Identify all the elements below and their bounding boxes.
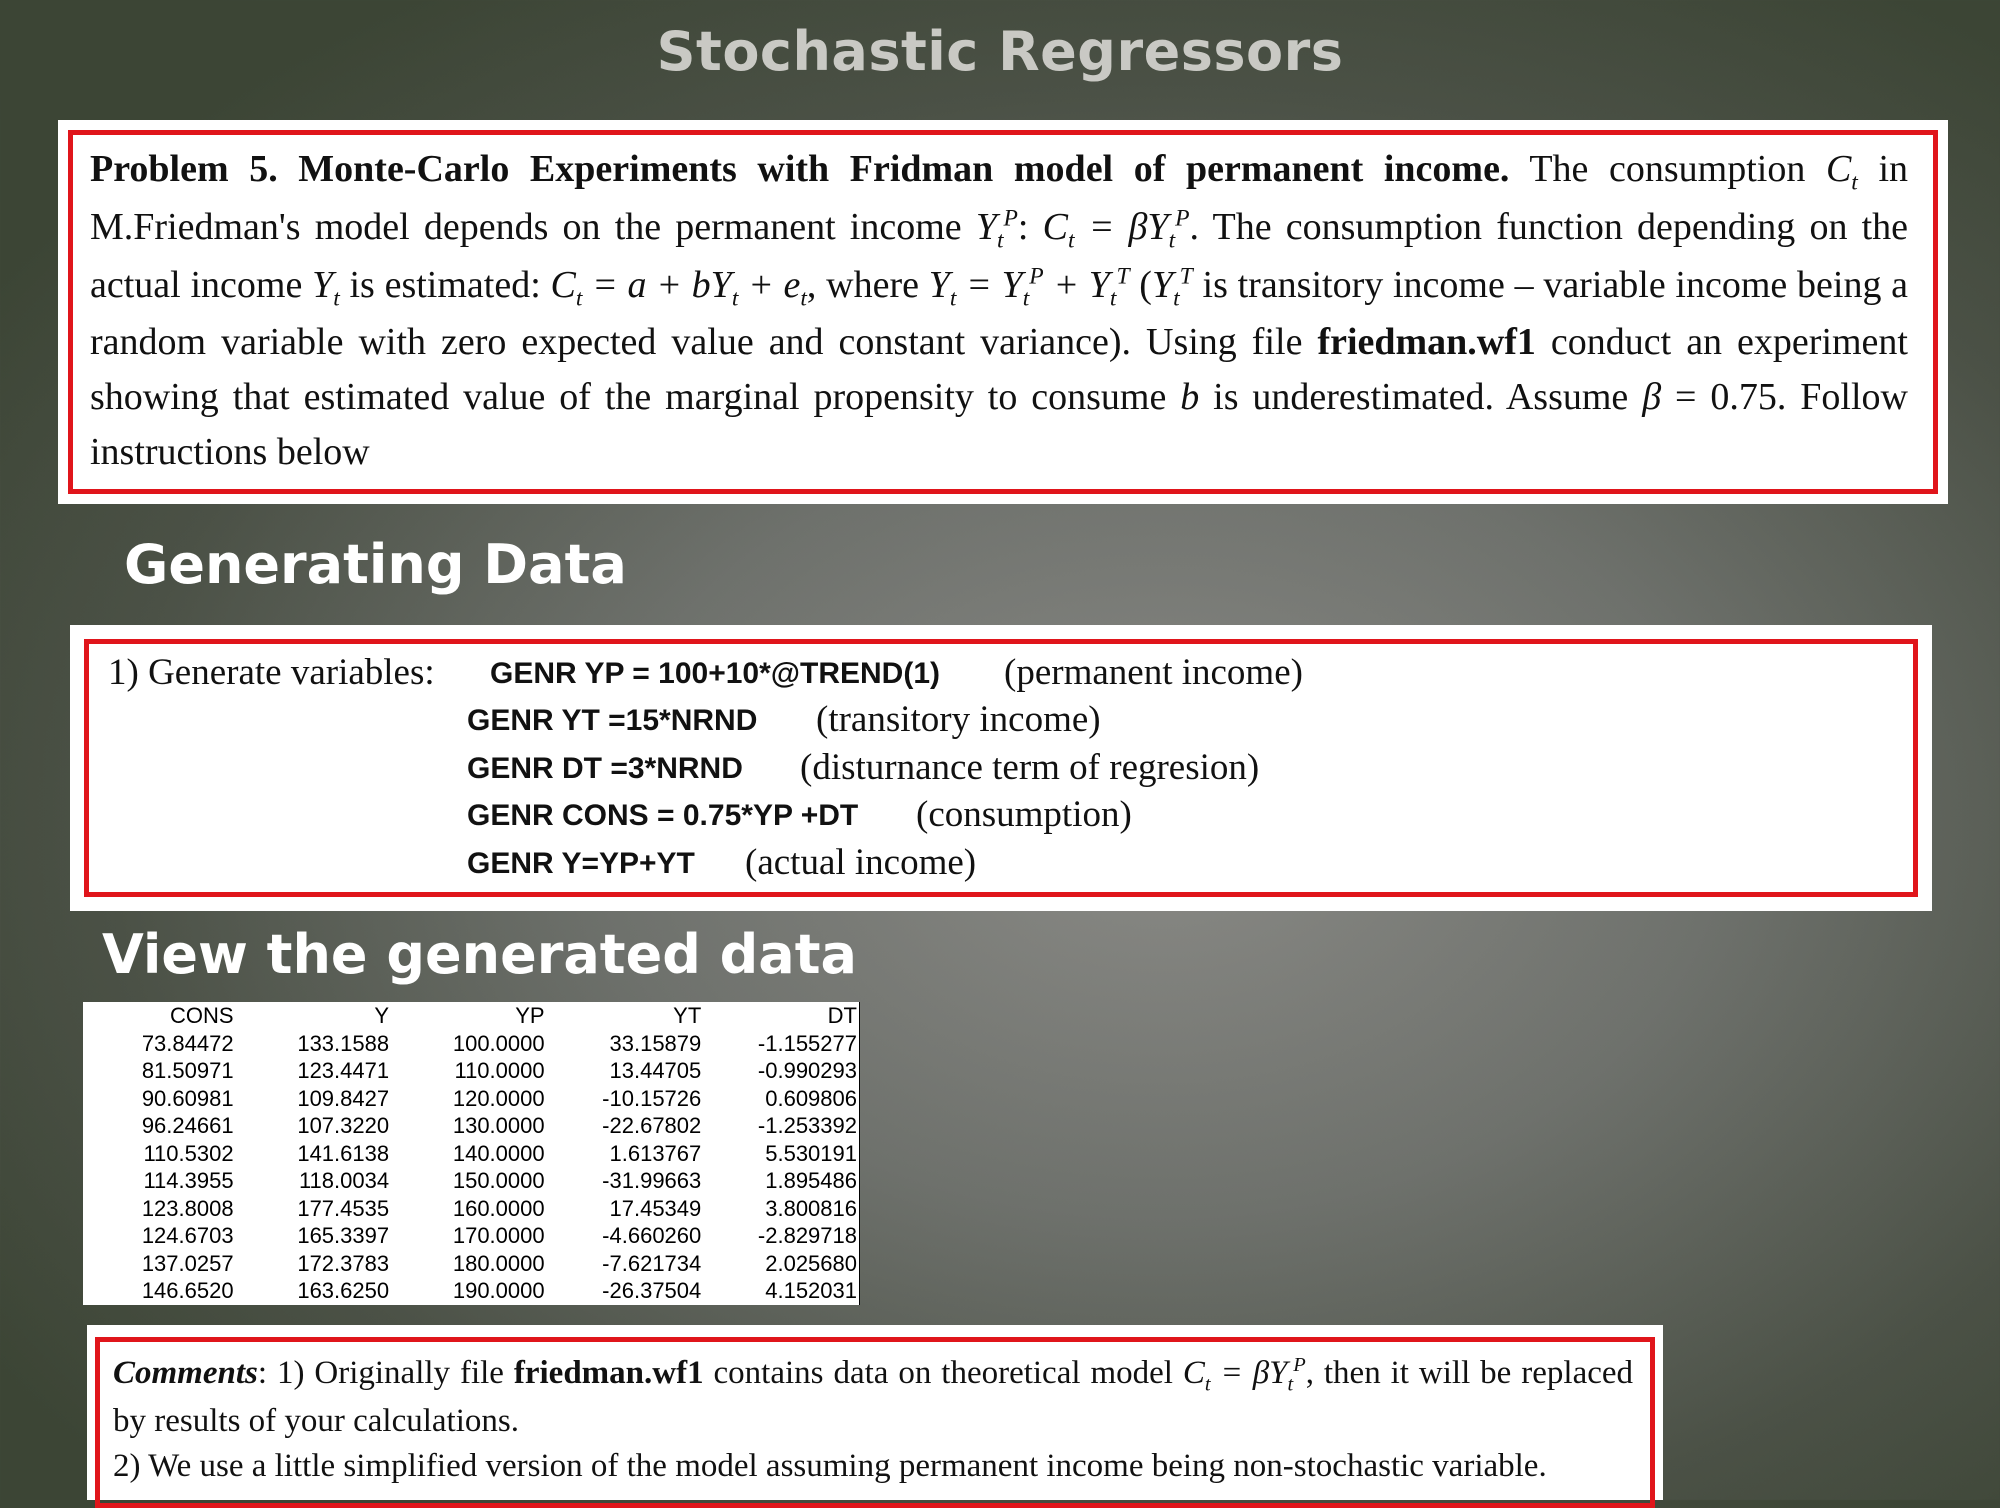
table-cell: 190.0000 <box>452 1278 545 1303</box>
generating-data-heading: Generating Data <box>124 533 627 596</box>
table-cell: 17.45349 <box>609 1195 702 1221</box>
table-cell: 81.50971 <box>141 1058 234 1083</box>
formula-beta: β <box>1642 376 1662 419</box>
table-cell: -1.155277 <box>757 1030 857 1056</box>
data-table <box>83 1002 860 1305</box>
table-cell: 141.6138 <box>297 1140 390 1166</box>
table-cell: 172.3783 <box>297 1250 390 1276</box>
data-table-panel <box>83 1002 860 1305</box>
table-cell: 130.0000 <box>452 1113 545 1138</box>
comments-panel <box>87 1325 1663 1500</box>
column-header: YT <box>673 1003 702 1028</box>
table-cell: 180.0000 <box>452 1250 545 1276</box>
table-row <box>83 1222 860 1250</box>
table-cell: -10.15726 <box>602 1085 702 1111</box>
table-cell: 0.609806 <box>765 1085 857 1111</box>
table-cell: 118.0034 <box>298 1168 390 1193</box>
comments-text-1: : 1) Originally file <box>257 1355 504 1391</box>
genr-note: (transitory income) <box>816 699 1101 740</box>
genr-note: (permanent income) <box>1004 652 1303 693</box>
problem-text-3: The consumption function depending on the actual income <box>90 205 1909 306</box>
table-row <box>83 1030 860 1058</box>
problem-file-name: friedman.wf1 <box>1317 321 1536 364</box>
table-cell: 150.0000 <box>452 1168 545 1193</box>
formula-y-t: $Y_t$ <box>312 263 340 312</box>
genr-note: (actual income) <box>745 842 977 883</box>
table-cell: -7.621734 <box>602 1250 702 1276</box>
table-cell: 124.6703 <box>141 1223 234 1248</box>
problem-text-1: The consumption <box>1529 148 1806 190</box>
problem-heading: Problem 5. Monte-Carlo Experiments with Fridman model of permanent income. <box>90 148 1510 190</box>
comments-text <box>113 1351 1633 1490</box>
table-row <box>83 1250 860 1278</box>
table-cell: 1.613767 <box>609 1140 702 1166</box>
table-row <box>83 1195 860 1223</box>
problem-text-4: is estimated: <box>349 263 541 306</box>
table-cell: 13.44705 <box>609 1058 702 1083</box>
problem-text-6: is transitory income – variable income being a random variable with zero expected value and constant variance). Using file <box>90 263 1909 364</box>
problem-text-9: . Follow instructions below <box>90 376 1908 474</box>
table-cell: -0.990293 <box>757 1058 857 1083</box>
table-cell: -26.37504 <box>602 1278 702 1303</box>
problem-text-7: conduct an experiment showing that estimated value of the marginal propensity to consume <box>90 321 1908 419</box>
table-cell: 4.152031 <box>765 1278 857 1303</box>
formula-income-decomposition: $Y_t = Y_t^P + Y_t^T$ <box>928 262 1130 312</box>
table-row <box>83 1140 860 1168</box>
genr-note: (consumption) <box>916 794 1132 835</box>
table-header-row <box>83 1002 860 1030</box>
table-cell: 177.4535 <box>297 1195 390 1221</box>
problem-text-2: in M.Friedman's model depends on the permanent income <box>90 148 1908 248</box>
table-cell: 110.0000 <box>454 1058 545 1083</box>
comments-text-3: , then it will be replaced by results of your calculations. <box>113 1355 1634 1439</box>
table-cell: 96.24661 <box>141 1113 234 1138</box>
table-cell: 163.6250 <box>297 1278 390 1303</box>
table-row <box>83 1085 860 1113</box>
problem-panel <box>58 120 1948 504</box>
genr-command: GENR YT =15*NRND <box>467 704 758 737</box>
formula-theoretical-model: $C_t = \beta Y_t^P$ <box>1182 1354 1306 1396</box>
genr-command: GENR DT =3*NRND <box>467 752 743 785</box>
formula-yt: $Y_t^T$ <box>1151 262 1193 312</box>
comments-file-name: friedman.wf1 <box>513 1355 704 1391</box>
comments-label: Comments <box>113 1355 258 1391</box>
table-row <box>83 1277 860 1305</box>
table-row <box>83 1057 860 1085</box>
table-cell: 33.15879 <box>609 1030 702 1056</box>
formula-c-t: $C_t$ <box>1825 148 1858 196</box>
table-cell: -4.660260 <box>602 1223 702 1248</box>
table-cell: 120.0000 <box>452 1085 545 1111</box>
slide-title: Stochastic Regressors <box>656 20 1344 83</box>
comments-text-2: contains data on theoretical model <box>713 1355 1173 1391</box>
table-cell: 90.60981 <box>141 1085 234 1111</box>
table-cell: 73.84472 <box>141 1030 234 1056</box>
comments-text-4: 2) We use a little simplified version of the model assuming permanent income being non-stochastic variable. <box>113 1448 1547 1485</box>
formula-regression: $C_t = a + bY_t + e_t$ <box>550 263 807 312</box>
table-cell: -2.829718 <box>757 1223 857 1248</box>
generate-panel <box>70 625 1932 911</box>
view-data-heading: View the generated data <box>102 923 857 986</box>
table-cell: 133.1588 <box>297 1030 390 1056</box>
table-cell: -22.67802 <box>602 1113 702 1138</box>
table-cell: 140.0000 <box>452 1140 545 1166</box>
table-cell: 137.0257 <box>141 1250 234 1276</box>
table-cell: -1.253392 <box>757 1113 857 1138</box>
genr-command: GENR Y=YP+YT <box>467 847 695 880</box>
genr-command: GENR CONS = 0.75*YP +DT <box>467 799 859 832</box>
generate-intro: 1) Generate variables: <box>108 652 435 693</box>
table-cell: 109.8427 <box>297 1085 390 1111</box>
table-cell: -31.99663 <box>602 1168 702 1193</box>
column-header: Y <box>374 1003 390 1028</box>
table-cell: 1.895486 <box>765 1168 857 1193</box>
problem-text-8: is underestimated. Assume <box>1213 376 1629 419</box>
table-cell: 114.3955 <box>143 1168 234 1193</box>
problem-text: Problem 5. Monte-Carlo Experiments with Fridman model of permanent income. The consumption $C_t$ in M.Friedman's model depends on the permanent income $Y_t^P$: $C_t = \beta Y_t^P$. The consumption function depending on the actual income $Y_t$ is estimated: $C_t = a + bY_t + e_t$, where $Y_t = Y_t^P + Y_t^T$ ($Y_t^T$ is transitory income – variable income being a random variable with zero expected value and constant variance). Using file friedman.wf1 conduct an experiment showing that estimated value of the marginal propensity to consume b is underestimated. Assume β = 0.75. Follow instructions below <box>90 148 1909 474</box>
column-header: CONS <box>170 1003 234 1028</box>
table-cell: 123.8008 <box>141 1195 234 1221</box>
table-cell: 123.4471 <box>297 1058 390 1083</box>
formula-yp: $Y_t^P$ <box>975 205 1018 254</box>
table-cell: 170.0000 <box>452 1223 545 1248</box>
formula-consumption-permanent: $C_t = \beta Y_t^P$ <box>1042 205 1190 254</box>
table-cell: 160.0000 <box>452 1195 545 1221</box>
column-header: DT <box>827 1003 857 1028</box>
genr-command: GENR YP = 100+10*@TREND(1) <box>490 657 940 690</box>
table-cell: 165.3397 <box>297 1223 390 1248</box>
table-cell: 107.3220 <box>297 1113 390 1138</box>
column-header: YP <box>515 1003 545 1028</box>
formula-b: b <box>1180 376 1200 419</box>
genr-note: (disturnance term of regresion) <box>800 747 1260 788</box>
table-cell: 146.6520 <box>141 1278 234 1303</box>
table-cell: 2.025680 <box>765 1250 857 1276</box>
table-cell: 5.530191 <box>765 1140 857 1166</box>
problem-text-5: where <box>826 263 919 306</box>
table-cell: 110.5302 <box>143 1140 234 1166</box>
table-cell: 100.0000 <box>452 1030 545 1056</box>
table-row <box>83 1112 860 1140</box>
table-row <box>83 1167 860 1195</box>
table-cell: 3.800816 <box>765 1195 857 1221</box>
